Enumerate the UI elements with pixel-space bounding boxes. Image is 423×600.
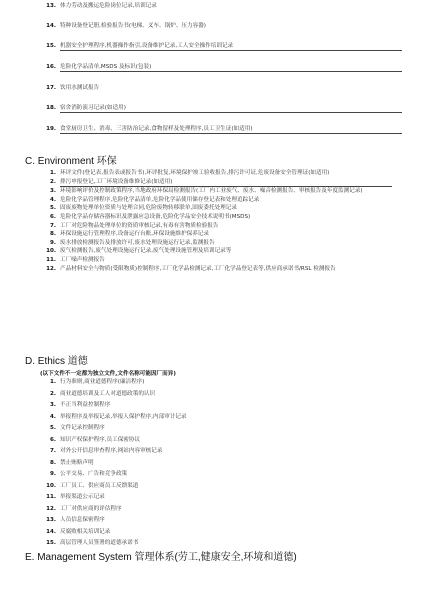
list-item: [42, 43, 402, 51]
list-item: [42, 179, 392, 187]
list-item: [42, 266, 392, 273]
item-number: 3.: [49, 402, 56, 408]
item-number: 6.: [49, 213, 56, 220]
section-d-checklist: [42, 379, 392, 552]
section-e-heading: [25, 548, 297, 563]
section-c-checklist: [42, 170, 392, 274]
item-text: 高层管理人员签署的道德承诺书: [60, 540, 139, 546]
list-item: [42, 425, 392, 432]
item-text: 废水排放检测报告及排放许可,废水处理设施运行记录,监测报告: [60, 239, 215, 246]
list-item: [42, 64, 402, 72]
list-item: [42, 379, 392, 386]
list-item: [42, 540, 392, 547]
list-item: [42, 223, 392, 230]
item-text: 饮用水测试报告: [60, 85, 100, 91]
item-number: 5.: [49, 205, 56, 212]
list-item: [42, 437, 392, 444]
item-number: 14.: [46, 528, 56, 535]
list-item: [42, 214, 392, 221]
list-item: [42, 231, 392, 238]
list-item: [42, 197, 392, 204]
item-text: 危险化学品存储容器标识及泄露应急设备,危险化学品安全技术说明书(MSDS): [60, 213, 251, 220]
list-item: [42, 188, 392, 195]
item-text: 行为准则,商业道德程序(廉洁程序): [60, 379, 145, 385]
item-number: 19.: [46, 126, 56, 132]
item-number: 14.: [46, 23, 56, 29]
item-number: 3.: [49, 188, 56, 195]
section-d-title: D. Ethics 道德: [25, 356, 88, 367]
item-text: 环境影响评价及控制政策程序,当地政府环保局检测报告(工厂内工业废气、废水、噪音检测报告、审核报告及年度监测记录): [60, 188, 363, 195]
item-number: 8.: [49, 459, 56, 466]
list-item: [42, 471, 392, 478]
list-item: [42, 205, 392, 212]
item-text: 文件记录控制程序: [60, 425, 105, 431]
item-text: 对外公开信息审查程序,网站内容审核记录: [60, 448, 163, 454]
item-number: 15.: [46, 43, 56, 49]
list-item: [42, 105, 402, 113]
section-d-subtitle-wrap: [40, 369, 176, 377]
list-item: [42, 414, 392, 421]
item-number: 9.: [49, 471, 56, 477]
item-number: 16.: [46, 64, 56, 70]
item-number: 1.: [49, 379, 56, 385]
section-e-title: E. Management System 管理体系(劳工,健康安全,环境和道德): [25, 552, 297, 563]
item-text: 食堂厨房卫生、消毒、三害防治记录,食物留样及处理程序,员工卫生证(如适用): [60, 126, 402, 134]
item-number: 4.: [49, 413, 56, 420]
item-number: 12.: [46, 505, 56, 512]
item-text: 禁止贿赂声明: [60, 459, 94, 466]
item-number: 2.: [49, 390, 56, 397]
item-number: 2.: [49, 178, 56, 185]
item-text: 工厂对供应商的评估程序: [60, 505, 122, 512]
item-number: 11.: [46, 256, 56, 263]
list-item: [42, 257, 392, 264]
item-number: 10.: [46, 482, 56, 489]
section-d-heading: [25, 352, 88, 367]
item-number: 4.: [49, 196, 56, 203]
item-text: 人员信息保密程序: [60, 517, 105, 523]
item-text: 产品材料安全与物质(受限物质)控制程序,工厂化学品检测记录,工厂化学品登记表等,供应商承诺书/RSL 检测报告: [60, 265, 336, 272]
item-text: 机器安全护理程序,机器操作指引,设备维护记录,工人安全操作培训记录: [60, 43, 402, 51]
item-text: 举报程序及举报记录,举报人保护程序,内部审计记录: [60, 413, 187, 420]
list-item: [42, 460, 392, 467]
item-number: 6.: [49, 436, 56, 443]
list-item: [42, 126, 402, 134]
list-item: [42, 483, 392, 490]
top-checklist: [42, 3, 402, 147]
item-text: 不正当利益控制程序: [60, 402, 111, 408]
item-number: 17.: [46, 85, 56, 91]
item-text: 商业道德培训及工人对道德政策的认识: [60, 390, 156, 397]
list-item: [42, 448, 392, 455]
list-item: [42, 248, 392, 255]
item-text: 危险化学品清单,MSDS 及标识(包装): [60, 64, 402, 72]
list-item: [42, 494, 392, 501]
item-text: 体力劳动及搬运危险岗位记录,培训记录: [60, 3, 157, 9]
item-number: 5.: [49, 425, 56, 431]
list-item: [42, 3, 402, 10]
item-number: 18.: [46, 105, 56, 111]
item-number: 13.: [46, 517, 56, 523]
item-number: 13.: [46, 3, 56, 9]
list-item: [42, 391, 392, 398]
item-text: 工厂噪声检测报告: [60, 256, 105, 263]
section-c-title: C. Environment 环保: [25, 156, 117, 167]
item-number: 8.: [49, 231, 56, 238]
item-number: 15.: [46, 540, 56, 546]
item-text: 举报渠道公示记录: [60, 494, 105, 500]
item-number: 1.: [49, 170, 56, 176]
list-item: [42, 517, 392, 524]
list-item: [42, 170, 392, 177]
list-item: [42, 402, 392, 409]
item-text: 排污申报登记,工厂环境设备维修记录(如适用): [60, 179, 392, 187]
item-number: 7.: [49, 222, 56, 229]
list-item: [42, 240, 392, 247]
item-number: 12.: [46, 265, 56, 272]
list-item: [42, 23, 402, 30]
item-number: 11.: [46, 494, 56, 500]
item-number: 9.: [49, 239, 56, 246]
item-text: 废气检测报告,废气处理设施运行记录,废气处理设施管理及培训记录等: [60, 248, 232, 255]
list-item: [42, 506, 392, 513]
item-text: 公平交易、广告和竞争政策: [60, 471, 128, 477]
list-item: [42, 529, 392, 536]
item-text: 危险化学品管理程序,危险化学品清单,危险化学品使用储存登记表和处理追踪记录: [60, 196, 260, 203]
section-d-subtitle: (以下文件不一定都为独立文件,文件名称可能因厂而异): [40, 371, 176, 377]
item-text: 环评文件(登记表,报告表或报告书),环评批复,环境保护竣工验收报告,排污许可证,危废设备安全管理证(如适用): [60, 170, 330, 176]
item-number: 10.: [46, 248, 56, 255]
item-text: 反腐败相关培训记录: [60, 528, 111, 535]
list-item: [42, 85, 402, 92]
item-number: 7.: [49, 448, 56, 454]
item-text: 特种设备登记册,检验报告书(电梯、叉车、锅炉、压力容器): [60, 23, 206, 29]
item-text: 工厂员工、供应商员工反馈渠道: [60, 482, 139, 489]
item-text: 固废废物处理单位资质与处理合同,危险废物转移联单,固废委托处理记录: [60, 205, 237, 212]
item-text: 环保设施运行管理程序,设备运行台账,环保设施维护保养记录: [60, 231, 209, 238]
section-c-heading: [25, 152, 117, 167]
item-text: 宿舍消防演习记录(如适用): [60, 105, 402, 113]
item-text: 工厂对危险物品处理单位的资质审核记录,有毒有害物质检验报告: [60, 222, 219, 229]
item-text: 知识产权保护程序,员工保密协议: [60, 436, 141, 443]
